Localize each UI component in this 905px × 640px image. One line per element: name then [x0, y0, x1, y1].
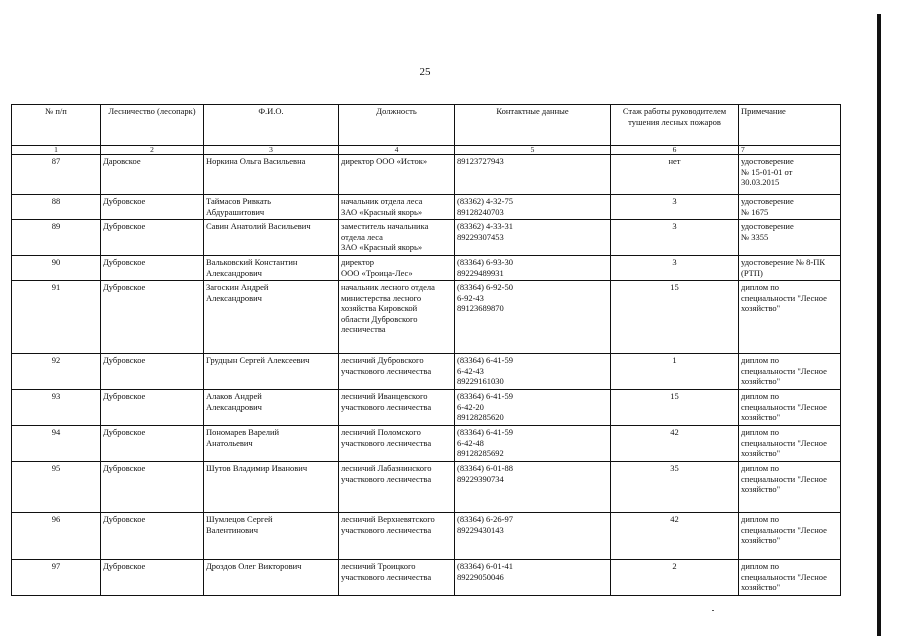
forestry-cell: Дубровское [101, 256, 204, 281]
contacts-cell [455, 256, 611, 281]
full-name-cell-line: Шумлецов Сергей [206, 514, 273, 524]
position-cell-line: ЗАО «Красный якорь» [341, 206, 423, 217]
note-cell-line: хозяйство" [741, 412, 781, 422]
note-cell-line: диплом по [741, 561, 780, 571]
note-cell-line: удостоверение [741, 196, 794, 206]
forestry-cell: Дубровское [101, 281, 204, 354]
experience-cell: нет [611, 155, 739, 195]
note-cell-line: хозяйство" [741, 448, 781, 458]
page-number: 25 [419, 66, 431, 78]
experience-cell: 35 [611, 462, 739, 513]
full-name-cell [204, 560, 339, 596]
contacts-cell-line: 89229430143 [457, 524, 504, 535]
full-name-cell [204, 426, 339, 462]
header-number: № п/п [12, 105, 101, 146]
note-cell-line: 30.03.2015 [741, 177, 780, 187]
position-cell-line: лесничий Лабазнинского [341, 463, 432, 473]
full-name-cell [204, 220, 339, 256]
row-number: 88 [12, 195, 101, 220]
table-row [12, 220, 841, 256]
note-cell-line: диплом по [741, 282, 780, 292]
contacts-cell [455, 155, 611, 195]
experience-cell: 3 [611, 195, 739, 220]
note-cell-line: диплом по [741, 463, 780, 473]
experience-cell: 1 [611, 354, 739, 390]
full-name-cell-line: Загоскин Андрей [206, 282, 269, 292]
position-cell [339, 390, 455, 426]
row-number: 92 [12, 354, 101, 390]
position-cell [339, 256, 455, 281]
position-cell-line: директор ООО «Исток» [341, 156, 428, 166]
full-name-cell [204, 462, 339, 513]
table-row [12, 462, 841, 513]
row-number: 90 [12, 256, 101, 281]
full-name-cell-line: Александрович [206, 401, 262, 412]
full-name-cell-line: Вальковский Константин [206, 257, 298, 267]
experience-cell: 15 [611, 390, 739, 426]
table-row [12, 426, 841, 462]
note-cell-line: № 3355 [741, 231, 769, 242]
contacts-cell-line: (83364) 6-01-41 [457, 561, 513, 571]
position-cell [339, 155, 455, 195]
contacts-cell-line: 89229390734 [457, 473, 504, 484]
note-cell-line: № 15-01-01 от [741, 166, 793, 177]
note-cell-line: хозяйство" [741, 376, 781, 386]
row-number: 93 [12, 390, 101, 426]
forestry-cell: Дубровское [101, 462, 204, 513]
full-name-cell-line: Анатольевич [206, 437, 253, 448]
header-experience: Стаж работы руководителем тушения лесных пожаров [611, 105, 739, 146]
column-number: 2 [101, 146, 204, 155]
contacts-cell-line: 6-92-43 [457, 292, 484, 303]
note-cell-line: удостоверение № 8-ПК [741, 257, 826, 267]
forestry-cell: Дубровское [101, 560, 204, 596]
contacts-cell-line: (83364) 6-41-59 [457, 427, 513, 437]
position-cell-line: области Дубровского [341, 313, 418, 324]
contacts-cell-line: 89123727943 [457, 156, 504, 166]
full-name-cell-line: Пономарев Варелий [206, 427, 280, 437]
contacts-cell-line: 89123689870 [457, 303, 504, 313]
full-name-cell-line: Александрович [206, 292, 262, 303]
forestry-cell: Даровское [101, 155, 204, 195]
position-cell-line: участкового лесничества [341, 437, 432, 448]
note-cell-line: специальности "Лесное [741, 524, 827, 535]
position-cell-line: лесничий Троицкого [341, 561, 416, 571]
note-cell-line: удостоверение [741, 156, 794, 166]
position-cell-line: участкового лесничества [341, 473, 432, 484]
table-row [12, 281, 841, 354]
contacts-cell [455, 195, 611, 220]
contacts-cell-line: 89128240703 [457, 206, 504, 217]
position-cell-line: директор [341, 257, 375, 267]
full-name-cell-line: Грудцын Сергей Алексеевич [206, 355, 310, 365]
note-cell-line: специальности "Лесное [741, 292, 827, 303]
header-contacts: Контактные данные [455, 105, 611, 146]
note-cell [739, 195, 841, 220]
contacts-cell-line: (83364) 6-41-59 [457, 355, 513, 365]
column-number: 3 [204, 146, 339, 155]
position-cell-line: заместитель начальника [341, 221, 429, 231]
experience-cell: 3 [611, 220, 739, 256]
column-number: 1 [12, 146, 101, 155]
full-name-cell [204, 513, 339, 560]
experience-cell: 3 [611, 256, 739, 281]
forestry-cell: Дубровское [101, 390, 204, 426]
contacts-cell-line: 6-42-20 [457, 401, 484, 412]
column-number: 6 [611, 146, 739, 155]
position-cell [339, 281, 455, 354]
contacts-cell-line: 89229307453 [457, 231, 504, 242]
row-number: 87 [12, 155, 101, 195]
note-cell-line: специальности "Лесное [741, 437, 827, 448]
position-cell [339, 462, 455, 513]
contacts-cell-line: 6-42-48 [457, 437, 484, 448]
contacts-cell [455, 426, 611, 462]
row-number: 89 [12, 220, 101, 256]
table-row [12, 195, 841, 220]
experience-cell: 2 [611, 560, 739, 596]
table-row [12, 560, 841, 596]
header-position: Должность [339, 105, 455, 146]
contacts-cell-line: 89229489931 [457, 267, 504, 278]
position-cell-line: лесничий Поломского [341, 427, 421, 437]
row-number: 95 [12, 462, 101, 513]
row-number: 91 [12, 281, 101, 354]
full-name-cell [204, 390, 339, 426]
position-cell [339, 195, 455, 220]
experience-cell: 15 [611, 281, 739, 354]
scan-speck [712, 610, 714, 611]
experience-cell: 42 [611, 513, 739, 560]
row-number: 97 [12, 560, 101, 596]
position-cell-line: участкового лесничества [341, 365, 432, 376]
position-cell-line: лесничий Иванцевского [341, 391, 428, 401]
position-cell-line: участкового лесничества [341, 571, 432, 582]
position-cell-line: министерства лесного [341, 292, 422, 303]
full-name-cell [204, 256, 339, 281]
position-cell-line: лесничий Верхневятского [341, 514, 435, 524]
column-number: 5 [455, 146, 611, 155]
full-name-cell-line: Абдурашитович [206, 206, 265, 217]
header-note: Примечание [739, 105, 841, 146]
contacts-cell-line: (83362) 4-32-75 [457, 196, 513, 206]
full-name-cell-line: Таймасов Ривкать [206, 196, 271, 206]
table-row [12, 256, 841, 281]
forestry-cell: Дубровское [101, 195, 204, 220]
row-number: 96 [12, 513, 101, 560]
contacts-cell-line: (83364) 6-92-50 [457, 282, 513, 292]
contacts-cell-line: (83364) 6-93-30 [457, 257, 513, 267]
position-cell-line: ЗАО «Красный якорь» [341, 242, 423, 252]
contacts-cell-line: (83364) 6-41-59 [457, 391, 513, 401]
full-name-cell [204, 155, 339, 195]
position-cell-line: лесничества [341, 324, 386, 334]
contacts-cell-line: 6-42-43 [457, 365, 484, 376]
note-cell [739, 426, 841, 462]
position-cell [339, 560, 455, 596]
note-cell-line: диплом по [741, 355, 780, 365]
column-number-row [12, 146, 841, 155]
forestry-cell: Дубровское [101, 354, 204, 390]
note-cell [739, 281, 841, 354]
note-cell-line: хозяйство" [741, 303, 781, 313]
table-row [12, 354, 841, 390]
full-name-cell-line: Валентинович [206, 524, 258, 535]
note-cell-line: хозяйство" [741, 484, 781, 494]
fire-managers-table [11, 104, 841, 596]
forestry-cell: Дубровское [101, 513, 204, 560]
note-cell [739, 560, 841, 596]
position-cell-line: участкового лесничества [341, 524, 432, 535]
contacts-cell [455, 390, 611, 426]
column-number: 7 [739, 146, 841, 155]
full-name-cell-line: Шутов Владимир Иванович [206, 463, 308, 473]
full-name-cell-line: Савин Анатолий Васильевич [206, 221, 311, 231]
note-cell [739, 462, 841, 513]
note-cell-line: (РТП) [741, 267, 763, 278]
column-number: 4 [339, 146, 455, 155]
note-cell-line: специальности "Лесное [741, 571, 827, 582]
contacts-cell-line: 89128285692 [457, 448, 504, 458]
position-cell-line: участкового лесничества [341, 401, 432, 412]
note-cell [739, 256, 841, 281]
forestry-cell: Дубровское [101, 220, 204, 256]
table-row [12, 155, 841, 195]
table-row [12, 390, 841, 426]
note-cell [739, 354, 841, 390]
note-cell [739, 220, 841, 256]
note-cell-line: специальности "Лесное [741, 473, 827, 484]
note-cell-line: хозяйство" [741, 582, 781, 592]
note-cell [739, 390, 841, 426]
position-cell-line: отдела леса [341, 231, 383, 242]
position-cell-line: лесничий Дубровского [341, 355, 424, 365]
contacts-cell-line: 89229050046 [457, 571, 504, 582]
position-cell [339, 426, 455, 462]
note-cell-line: диплом по [741, 427, 780, 437]
note-cell [739, 513, 841, 560]
full-name-cell [204, 281, 339, 354]
contacts-cell-line: 89128285620 [457, 412, 504, 422]
note-cell-line: специальности "Лесное [741, 365, 827, 376]
contacts-cell-line: (83364) 6-26-97 [457, 514, 513, 524]
note-cell-line: диплом по [741, 391, 780, 401]
position-cell-line: ООО «Троица-Лес» [341, 267, 413, 278]
full-name-cell-line: Дроздов Олег Викторович [206, 561, 302, 571]
contacts-cell [455, 354, 611, 390]
contacts-cell [455, 560, 611, 596]
note-cell-line: специальности "Лесное [741, 401, 827, 412]
position-cell-line: начальник лесного отдела [341, 282, 435, 292]
contacts-cell-line: 89229161030 [457, 376, 504, 386]
note-cell-line: № 1675 [741, 206, 769, 217]
table-header-row [12, 105, 841, 146]
position-cell [339, 220, 455, 256]
forestry-cell: Дубровское [101, 426, 204, 462]
note-cell-line: диплом по [741, 514, 780, 524]
contacts-cell [455, 281, 611, 354]
header-full-name: Ф.И.О. [204, 105, 339, 146]
full-name-cell-line: Александрович [206, 267, 262, 278]
position-cell-line: хозяйства Кировской [341, 303, 418, 313]
note-cell-line: удостоверение [741, 221, 794, 231]
contacts-cell [455, 513, 611, 560]
contacts-cell-line: (83362) 4-33-31 [457, 221, 513, 231]
full-name-cell [204, 195, 339, 220]
full-name-cell [204, 354, 339, 390]
experience-cell: 42 [611, 426, 739, 462]
row-number: 94 [12, 426, 101, 462]
table-row [12, 513, 841, 560]
full-name-cell-line: Алаков Андрей [206, 391, 262, 401]
note-cell [739, 155, 841, 195]
contacts-cell [455, 462, 611, 513]
position-cell [339, 354, 455, 390]
position-cell-line: начальник отдела леса [341, 196, 423, 206]
full-name-cell-line: Норкина Ольга Васильевна [206, 156, 306, 166]
position-cell [339, 513, 455, 560]
contacts-cell [455, 220, 611, 256]
contacts-cell-line: (83364) 6-01-88 [457, 463, 513, 473]
scan-edge-bar [877, 14, 881, 636]
header-forestry: Лесничество (лесопарк) [101, 105, 204, 146]
note-cell-line: хозяйство" [741, 535, 781, 545]
